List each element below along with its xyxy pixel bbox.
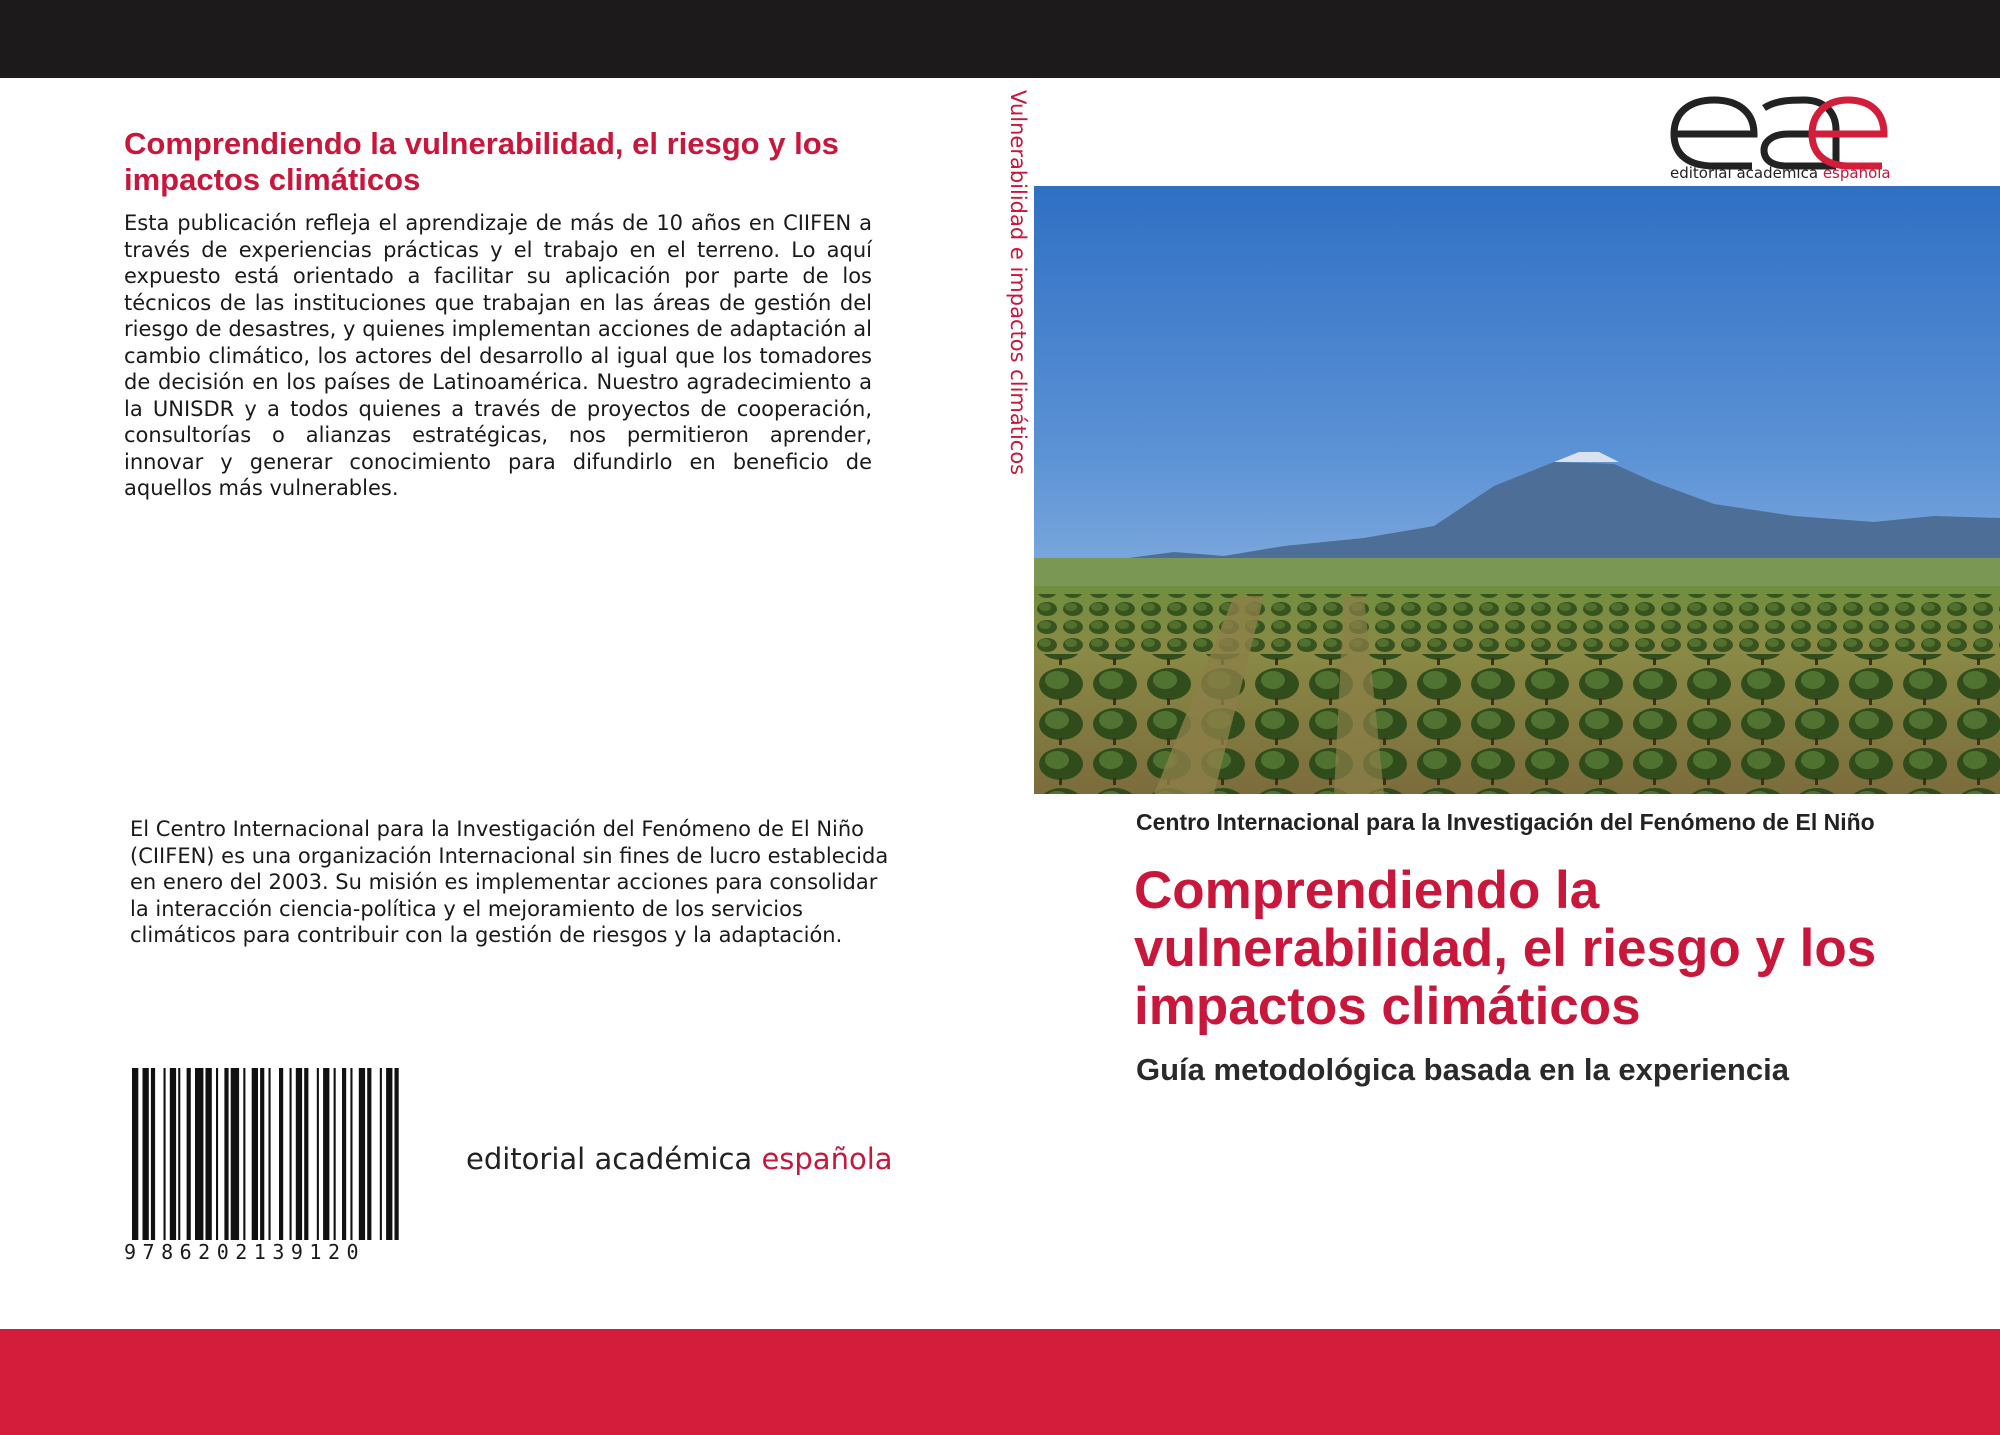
bottom-band: [0, 1329, 2000, 1435]
barcode-bar: [380, 1068, 382, 1246]
barcode-bar: [269, 1068, 271, 1246]
barcode-bar: [224, 1068, 228, 1246]
barcode-bar: [296, 1068, 302, 1246]
barcode-bar: [132, 1068, 138, 1246]
barcode-bar: [252, 1068, 258, 1246]
barcode-bar: [216, 1068, 218, 1246]
front-subtitle: Guía metodológica basada en la experiencia: [1136, 1052, 1789, 1087]
barcode-bar: [386, 1068, 392, 1246]
barcode-bar: [290, 1068, 292, 1246]
barcode-bar: [317, 1068, 319, 1246]
barcode-bar: [342, 1068, 346, 1246]
barcode-bar: [164, 1068, 166, 1246]
front-title: Comprendiendo la vulnerabilidad, el riesgo y los impactos climáticos: [1134, 861, 1877, 1036]
barcode-bar: [395, 1068, 399, 1246]
back-cover-title: Comprendiendo la vulnerabilidad, el riesgo y los impactos climáticos: [124, 126, 839, 197]
barcode-icon: [122, 1068, 448, 1264]
barcode-bar: [334, 1068, 336, 1246]
isbn-digits: 9786202139120: [122, 1240, 450, 1264]
logo-caption-accent: española: [1822, 164, 1891, 182]
barcode-bar: [323, 1068, 329, 1246]
barcode-bar: [187, 1068, 191, 1246]
spine-text: Vulnerabilidad e impactos climáticos: [1006, 90, 1030, 476]
barcode-bar: [304, 1068, 308, 1246]
back-publisher-name: [466, 1142, 893, 1176]
barcode-bar: [143, 1068, 149, 1246]
barcode-bar: [367, 1068, 371, 1246]
front-author: Centro Internacional para la Investigación del Fenómeno de El Niño: [1136, 809, 1875, 835]
top-band: [0, 0, 2000, 78]
barcode-bar: [279, 1068, 283, 1246]
barcode-bar: [206, 1068, 212, 1246]
publisher-main: editorial académica: [466, 1142, 753, 1176]
barcode-bar: [260, 1068, 264, 1246]
publisher-accent: española: [761, 1142, 893, 1176]
barcode-bar: [195, 1068, 203, 1246]
about-author-text: El Centro Internacional para la Investigación del Fenómeno de El Niño (CIIFEN) es una organización Internacional sin fines de lucro establecida en enero del 2003. Su misión es implementar acciones para consolidar la interacción ciencia-política y el mejoramiento de los servicios climáticos para contribuir con la gestión de riesgos y la adaptación.: [130, 817, 889, 947]
barcode-bar: [350, 1068, 352, 1246]
back-cover-blurb: Esta publicación refleja el aprendizaje de más de 10 años en CIIFEN a través de experiencias prácticas y el trabajo en el terreno. Lo aquí expuesto está orientado a facilitar su aplicación por parte de los técnicos de las instituciones que trabajan en las áreas de gestión del riesgo de desastres, y quienes implementan acciones de adaptación al cambio climático, los actores del desarrollo al igual que los tomadores de decisión en los países de Latinoamérica. Nuestro agradecimiento a la UNISDR y a todos quienes a través de proyectos de cooperación, consultorías o alianzas estratégicas, nos permitieron aprender, innovar y generar conocimiento para difundirlo en beneficio de aquellos más vulnerables.: [124, 211, 872, 500]
logo-caption: [1670, 164, 1891, 182]
logo-caption-main: editorial académica: [1670, 164, 1819, 182]
barcode-bar: [243, 1068, 245, 1246]
barcode-bar: [170, 1068, 176, 1246]
landscape-photo: [1034, 186, 2000, 794]
barcode-bars: [132, 1068, 437, 1246]
barcode-bar: [359, 1068, 365, 1246]
barcode-bar: [151, 1068, 155, 1246]
barcode-bar: [231, 1068, 239, 1246]
barcode-bar: [178, 1068, 180, 1246]
